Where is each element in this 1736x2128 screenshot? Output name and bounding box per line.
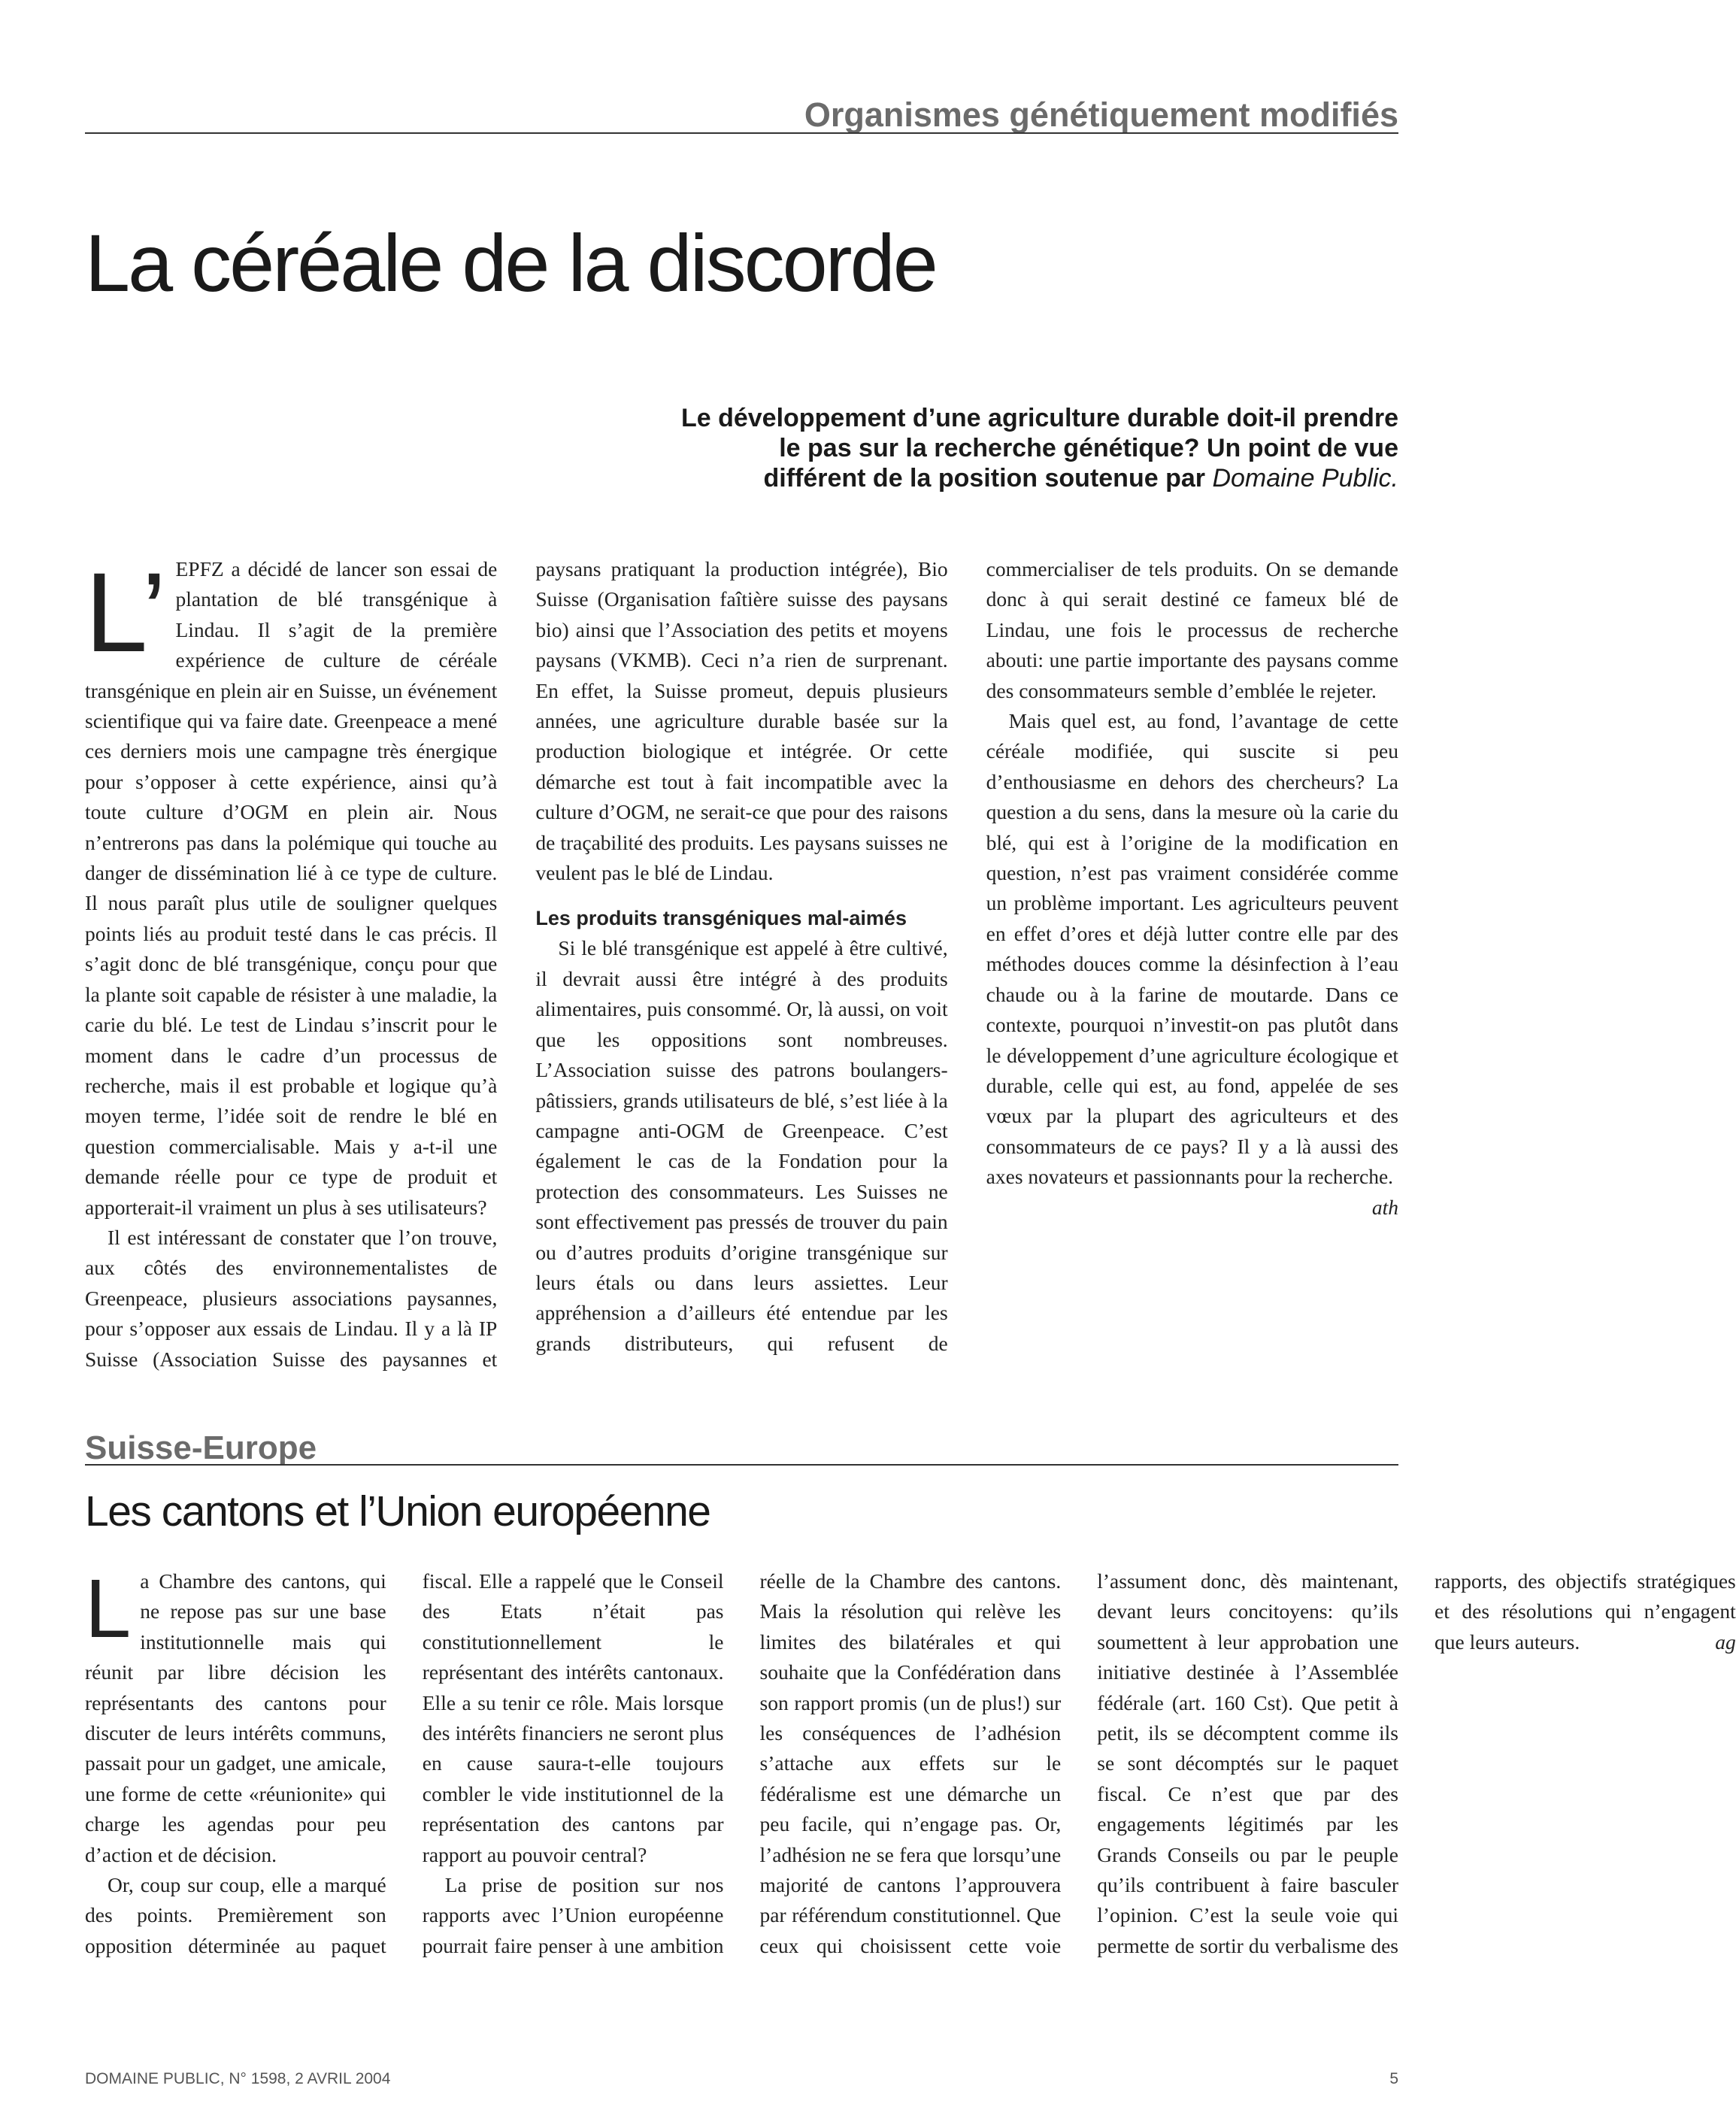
article2-body bbox=[85, 1563, 1736, 1991]
lead-line-3 bbox=[346, 463, 1398, 493]
article2-rule bbox=[85, 1464, 1398, 1466]
article2-paragraph-1 bbox=[85, 1563, 386, 1870]
article1-paragraph-1 bbox=[85, 549, 498, 1223]
article1-subheading: Les produits transgéniques mal-aimés bbox=[535, 907, 907, 930]
article1-signature: ath bbox=[1371, 1195, 1398, 1219]
footer-issue: DOMAINE PUBLIC, N° 1598, 2 AVRIL 2004 bbox=[85, 2070, 391, 2087]
article2-signature: ag bbox=[1715, 1629, 1736, 1654]
article1-paragraph-4 bbox=[986, 706, 1398, 1219]
article1-paragraph-3: Si le blé transgénique est appelé à être cultivé, il devrait aussi être intégré à des produits alimentaires, puis consommé. Or, là aussi, on voit que les oppositions sont nombreuses. L’Association suisse des patrons boulangers-pâtissiers, grands utilisateurs de blé, s’est liée à la campagne anti-OGM de Greenpeace. C’est également le cas de la Fondation pour la protection des consommateurs. Les Suisses ne sont effectivement pas pressés de trouver du pain ou d’autres produits d’origine transgénique sur leurs étals ou dans leurs assiettes. Leur appréhension a d’ailleurs été entendue par les grands distributeurs, qui refusent de commercialiser de tels produits. On se demande donc à qui serait destiné ce fameux blé de Lindau, une fois le processus de recherche abouti: une partie importante des paysans comme des consommateurs semble d’emblée le rejeter. bbox=[535, 557, 1398, 1355]
lead-publication-name: Domaine Public. bbox=[1212, 464, 1398, 493]
article2-paragraph-1-text: a Chambre des cantons, qui ne repose pas sur une base institutionnelle mais qui réunit par libre décision les représentants des cantons pour discuter de leurs intérêts communs, passait pour un gadget, une amicale, une forme de cette «réunionite» qui charge les agendas pour peu d’action et de décision. bbox=[85, 1569, 386, 1866]
article2-paragraph-2: Or, coup sur coup, elle a marqué des points. Premièrement son opposition déterminée au paquet fiscal. Elle a rappelé que le Conseil des Etats n’était pas constitutionnellement le représentant des intérêts cantonaux. Elle a su tenir ce rôle. Mais lorsque des intérêts financiers ne seront plus en cause saura-t-elle toujours combler le vide institutionnel de la représentation des cantons par rapport au pouvoir central? bbox=[85, 1569, 724, 1957]
article2-drop-cap: L bbox=[85, 1563, 132, 1655]
lead-line-2: le pas sur la recherche génétique? Un point de vue bbox=[779, 434, 1398, 462]
lead-line-1: Le développement d’une agriculture durable doit-il prendre bbox=[680, 404, 1398, 432]
drop-cap: L’ bbox=[85, 549, 167, 675]
section-header: Organismes génétiquement modifiés bbox=[804, 95, 1398, 134]
article1-paragraph-1-text: EPFZ a décidé de lancer son essai de plantation de blé transgénique à Lindau. Il s’agit de la première expérience de culture de céréale transgénique en plein air en Suisse, un événement scientifique qui va faire date. Greenpeace a mené ces derniers mois une campagne très énergique pour s’opposer à cette expérience, ainsi qu’à toute culture d’OGM en plein air. Nous n’entrerons pas dans la polémique qui touche au danger de dissémination lié à ce type de culture. Il nous paraît plus utile de souligner quelques points liés au produit testé dans le cas précis. Il s’agit donc de blé transgénique, conçu pour que la plante soit capable de résister à une maladie, la carie du blé. Le test de Lindau s’inscrit pour le moment dans le cadre d’un processus de recherche, mais il est probable et logique qu’à moyen terme, l’idée soit de rendre le blé en question commercialisable. Mais y a-t-il une demande réelle pour ce type de produit et apporterait-il vraiment un plus à ses utilisateurs? bbox=[85, 557, 498, 1219]
header-rule bbox=[85, 132, 1398, 134]
article1-paragraph-4-text: Mais quel est, au fond, l’avantage de cette céréale modifiée, qui suscite si peu d’enthousiasme en dehors des chercheurs? La question a du sens, dans la mesure où la carie du blé, qui est à l’origine de la modification en question, n’est pas vraiment considérée comme un problème important. Les agriculteurs peuvent en effet d’ores et déjà lutter contre elle par des méthodes douces comme la désinfection à l’eau chaude ou à la farine de moutarde. Dans ce contexte, pourquoi n’investit-on pas plutôt dans le développement d’une agriculture écologique et durable, celle qui est, au fond, appelée de ses vœux par la plupart des agriculteurs et des consommateurs de ce pays? Il y a là aussi des axes novateurs et passionnants pour la recherche. bbox=[986, 709, 1398, 1189]
article2-paragraph-3-text: La prise de position sur nos rapports avec l’Union européenne pourrait faire penser à une ambition réelle de la Chambre des cantons. Mais la résolution qui relève les limites des bilatérales et qui souhaite que la Confédération dans son rapport promis (un de plus!) sur les conséquences de l’adhésion s’attache aux effets sur le fédéralisme est une démarche un peu facile, qui n’engage pas. Or, l’adhésion ne se fera que lorsqu’une majorité de cantons l’approuvera par référendum constitutionnel. Que ceux qui choisissent cette voie l’assument donc, dès maintenant, devant leurs concitoyens: qu’ils soumettent à leur approbation une initiative destinée à l’Assemblée fédérale (art. 160 Cst). Que petit à petit, ils se décomptent comme ils se sont décomptés sur le paquet fiscal. Ce n’est que par des engagements légitimés par les Grands Conseils ou par le peuple qu’ils contribuent à faire basculer l’opinion. C’est la seule voie qui permette de sortir du verbalisme des rapports, des objectifs stratégiques et des résolutions qui n’engagent que leurs auteurs. bbox=[422, 1569, 1736, 1957]
article1-paragraph-2: Il est intéressant de constater que l’on trouve, aux côtés des environnementalistes de Greenpeace, plusieurs associations paysannes, pour s’opposer aux essais de Lindau. Il y a là IP Suisse (Association Suisse des paysannes et paysans pratiquant la production intégrée), Bio Suisse (Organisation faîtière suisse des paysans bio) ainsi que l’Association des petits et moyens paysans (VKMB). Ceci n’a rien de surprenant. En effet, la Suisse promeut, depuis plusieurs années, une agriculture durable basée sur la production biologique et intégrée. Or cette démarche est tout à fait incompatible avec la culture d’OGM, ne serait-ce que pour des raisons de traçabilité des produits. Les paysans suisses ne veulent pas le blé de Lindau. bbox=[85, 557, 948, 1371]
lead-line-3-text: différent de la position soutenue par bbox=[763, 464, 1213, 493]
footer-page-number: 5 bbox=[1389, 2070, 1398, 2087]
article2-title: Les cantons et l’Union européenne bbox=[85, 1487, 710, 1535]
article-lead bbox=[346, 403, 1398, 493]
article1-body bbox=[85, 549, 1398, 1384]
article2-section-header: Suisse-Europe bbox=[85, 1429, 317, 1466]
article-title: La céréale de la discorde bbox=[85, 217, 936, 308]
